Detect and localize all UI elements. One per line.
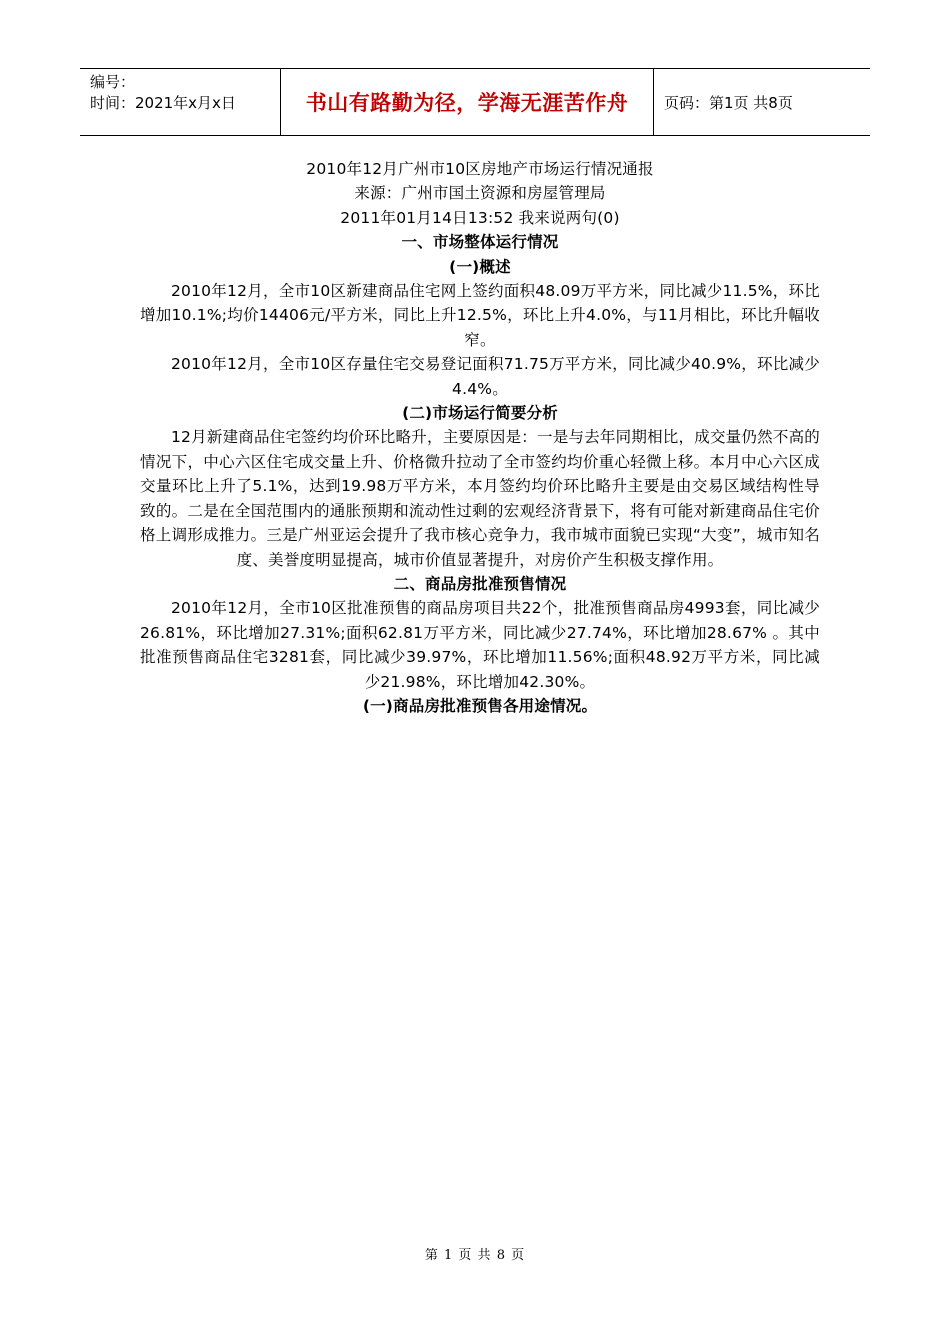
document-header bbox=[80, 68, 870, 136]
document-source: 来源：广州市国土资源和房屋管理局 bbox=[354, 184, 606, 203]
document-date: 2011年01月14日13:52 我来说两句(0) bbox=[340, 208, 620, 227]
paragraph-existing-housing: 2010年12月，全市10区存量住宅交易登记面积71.75万平方米，同比减少40.9%，环比减少4.4%。 bbox=[171, 355, 820, 398]
paragraph-new-housing: 2010年12月，全市10区新建商品住宅网上签约面积48.09万平方米，同比减少11.5%，环比增加10.1%;均价14406元/平方米，同比上升12.5%，环比上升4.0%，与11月相比，环比升幅收窄。 bbox=[140, 282, 820, 349]
subsection-heading-presale-usage: (一)商品房批准预售各用途情况。 bbox=[362, 696, 598, 715]
page-info: 页码：第1页 共8页 bbox=[664, 93, 793, 112]
paragraph-presale: 2010年12月，全市10区批准预售的商品房项目共22个，批准预售商品房4993套，同比减少26.81%，环比增加27.31%;面积62.81万平方米，同比减少27.74%，环比增加28.67% 。其中批准预售商品住宅3281套，同比减少39.97%，环比增加11.56%;面积48.92万平方米，同比减少21.98%，环比增加42.30%。 bbox=[140, 599, 820, 691]
header-page-cell bbox=[654, 69, 870, 135]
number-label: 编号： bbox=[90, 73, 136, 91]
time-label: 时间：2021年x月x日 bbox=[90, 94, 236, 112]
section-heading-1: 一、市场整体运行情况 bbox=[401, 233, 559, 252]
subsection-heading-analysis: (二)市场运行简要分析 bbox=[402, 404, 558, 423]
document-body bbox=[140, 157, 820, 718]
paragraph-analysis: 12月新建商品住宅签约均价环比略升，主要原因是：一是与去年同期相比，成交量仍然不高的情况下，中心六区住宅成交量上升、价格微升拉动了全市签约均价重心轻微上移。本月中心六区成交量环比上升了5.1%，达到19.98万平方米，本月签约均价环比略升主要是由交易区域结构性导致的。二是在全国范围内的通胀预期和流动性过剩的宏观经济背景下，将有可能对新建商品住宅价格上调形成推力。三是广州亚运会提升了我市核心竞争力，我市城市面貌已实现“大变”，城市知名度、美誉度明显提高，城市价值显著提升，对房价产生积极支撑作用。 bbox=[140, 428, 820, 569]
page-footer: 第 1 页 共 8 页 bbox=[424, 1248, 526, 1263]
subsection-heading-overview: (一)概述 bbox=[449, 257, 511, 276]
header-meta-cell bbox=[80, 69, 281, 135]
section-heading-2: 二、商品房批准预售情况 bbox=[393, 574, 567, 593]
document-title: 2010年12月广州市10区房地产市场运行情况通报 bbox=[306, 160, 654, 178]
slogan: 书山有路勤为径，学海无涯苦作舟 bbox=[305, 91, 629, 115]
header-slogan-cell bbox=[281, 69, 654, 135]
